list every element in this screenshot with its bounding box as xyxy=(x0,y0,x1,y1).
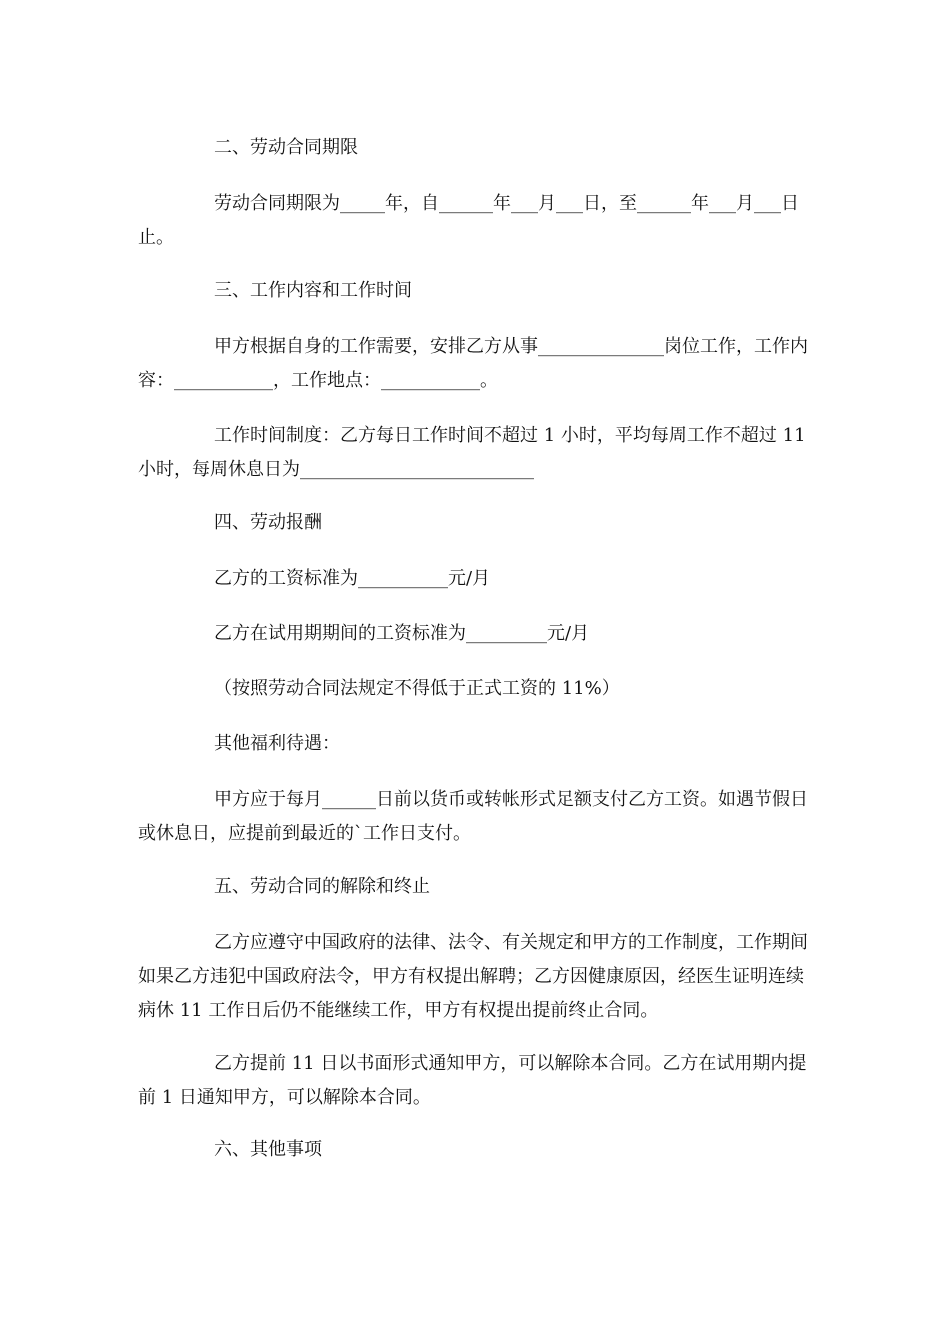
section4-title: 四、劳动报酬 xyxy=(214,512,322,533)
section5-paragraph-termination: 乙方应遵守中国政府的法律、法令、有关规定和甲方的工作制度，工作期间如果乙方违犯中国政府法令，甲方有权提出解聘；乙方因健康原因，经医生证明连续病休 11 工作日后仍不能继续工作，甲方有权提出提前终止合同。 xyxy=(138,932,808,1021)
section2-paragraph-term: 劳动合同期限为_____年，自______年___月___日，至______年___月___日止。 xyxy=(138,193,799,248)
section4-paragraph-note: （按照劳动合同法规定不得低于正式工资的 11%） xyxy=(214,678,620,699)
section4-paragraph-probation-salary: 乙方在试用期期间的工资标准为_________元/月 xyxy=(214,623,590,644)
section5-paragraph-notice: 乙方提前 11 日以书面形式通知甲方，可以解除本合同。乙方在试用期内提前 1 日通知甲方，可以解除本合同。 xyxy=(138,1053,807,1108)
section3-paragraph-duties: 甲方根据自身的工作需要，安排乙方从事______________岗位工作，工作内容：___________，工作地点：___________。 xyxy=(138,336,808,391)
section6-title: 六、其他事项 xyxy=(214,1139,322,1160)
section3-title: 三、工作内容和工作时间 xyxy=(214,280,412,301)
section4-paragraph-salary: 乙方的工资标准为__________元/月 xyxy=(214,568,491,589)
section4-paragraph-benefits: 其他福利待遇： xyxy=(214,733,340,754)
section3-paragraph-hours: 工作时间制度：乙方每日工作时间不超过 1 小时，平均每周工作不超过 11 小时，每周休息日为__________________________ xyxy=(138,425,806,480)
section4-paragraph-payment: 甲方应于每月______日前以货币或转帐形式足额支付乙方工资。如遇节假日或休息日，应提前到最近的`工作日支付。 xyxy=(138,789,808,844)
section5-title: 五、劳动合同的解除和终止 xyxy=(214,876,430,897)
section2-title: 二、劳动合同期限 xyxy=(214,137,358,158)
